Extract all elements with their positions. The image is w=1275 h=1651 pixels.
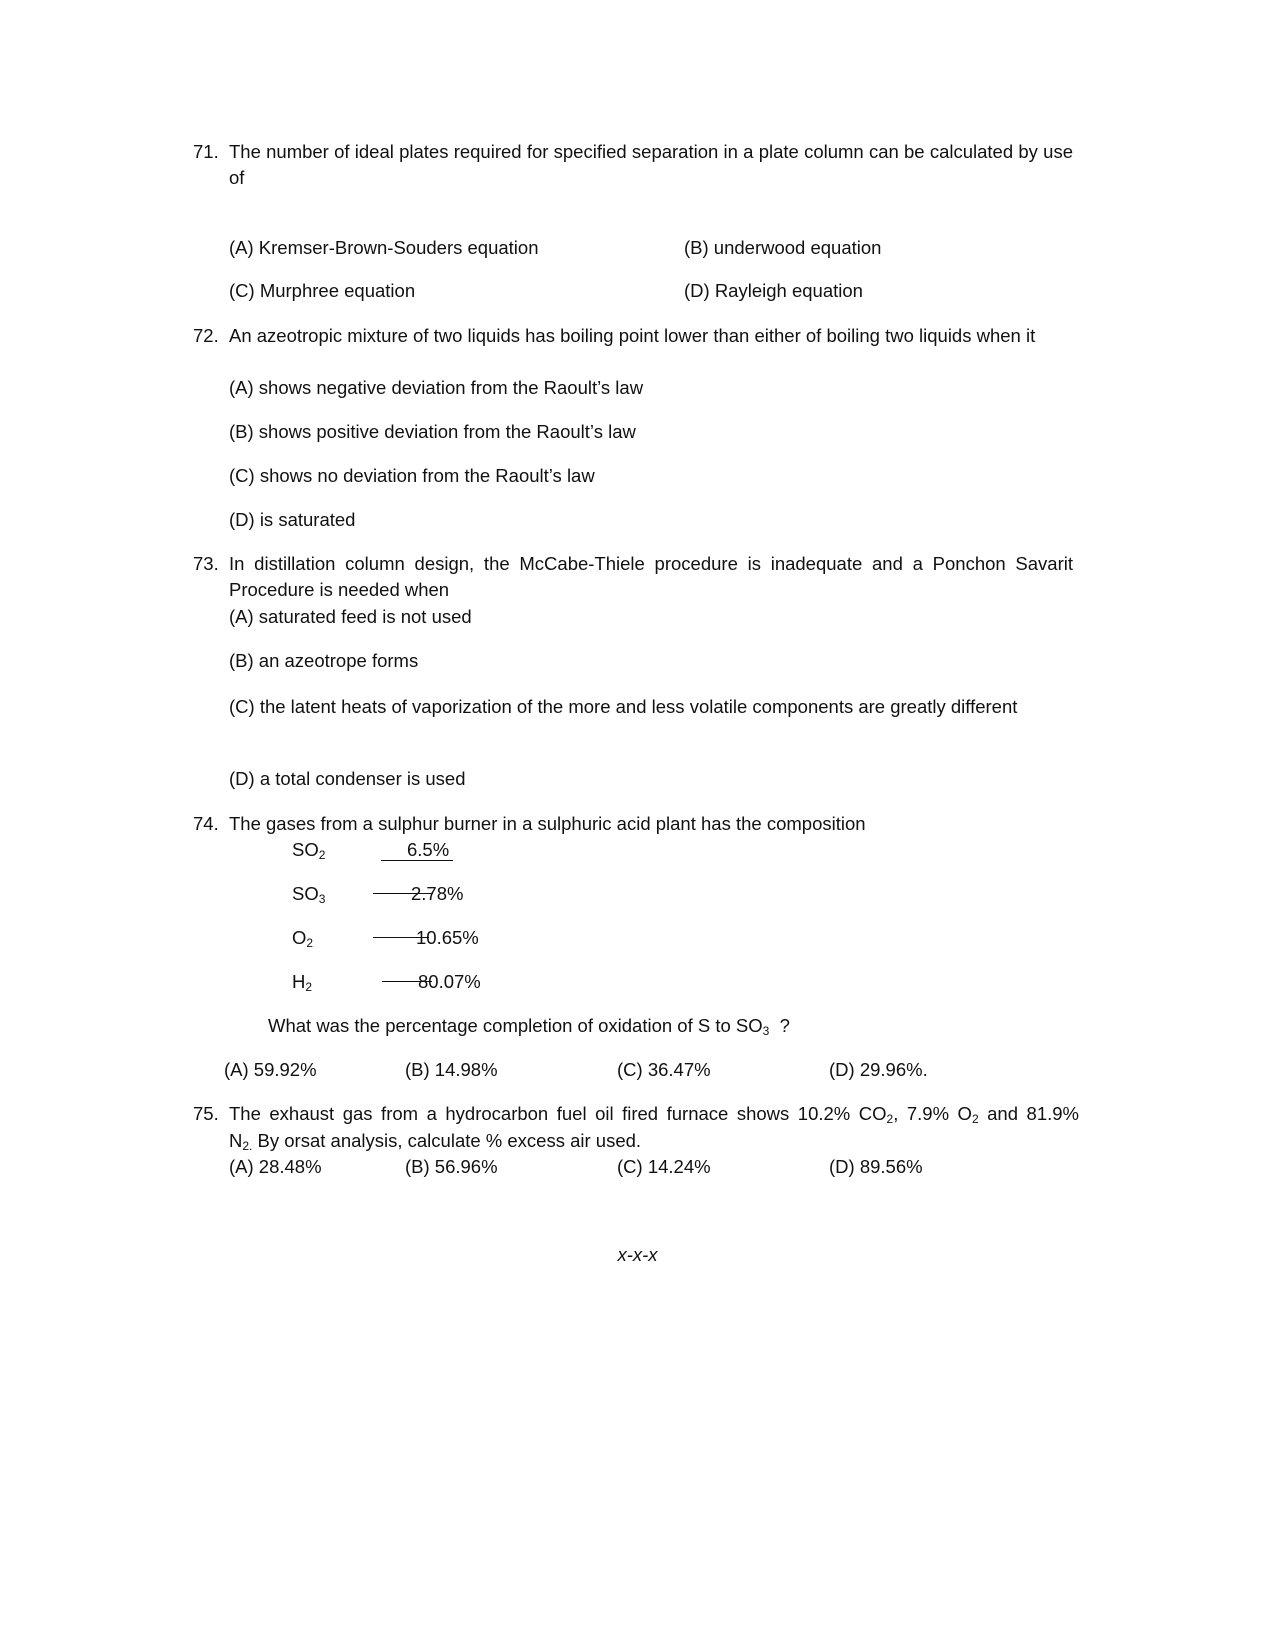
question-number: 72. (193, 325, 219, 346)
question-72 (193, 323, 1073, 349)
option-b: (B) 56.96% (405, 1156, 498, 1177)
gas-so2: $SO_2$ (292, 839, 326, 862)
option-c: (C) the latent heats of vaporization of the more and less volatile components are greatly different (229, 696, 1018, 717)
question-text: An azeotropic mixture of two liquids has boiling point lower than either of boiling two liquids when it (229, 325, 1036, 346)
option-a: (A) 59.92% (224, 1059, 317, 1080)
option-c: (C) shows no deviation from the Raoult’s law (229, 465, 595, 486)
option-b: (B) underwood equation (684, 237, 882, 258)
option-a: (A) Kremser-Brown-Souders equation (229, 237, 539, 258)
option-d: (D) 89.56% (829, 1156, 923, 1177)
question-text-line1: The exhaust gas from a hydrocarbon fuel oil fired furnace shows 10.2% $CO_2$, 7.9% $O_2$ and 81.9% (229, 1103, 1079, 1126)
gas-so3: $SO_3$ (292, 883, 326, 906)
option-a: (A) 28.48% (229, 1156, 322, 1177)
question-text: The number of ideal plates required for specified separation in a plate column can be calculated by use of (229, 141, 1073, 188)
question-number: 73. (193, 553, 219, 574)
question-text: In distillation column design, the McCabe-Thiele procedure is inadequate and a Ponchon Savarit Procedure is needed when (229, 553, 1073, 600)
question-71 (193, 139, 1073, 191)
option-b: (B) 14.98% (405, 1059, 498, 1080)
option-c: (C) 36.47% (617, 1059, 711, 1080)
end-marker: x-x-x (617, 1244, 658, 1265)
gas-h2: $H_2$ (292, 971, 313, 994)
gas-value: 6.5% (407, 839, 450, 860)
option-a: (A) saturated feed is not used (229, 606, 472, 627)
question-number: 75. (193, 1103, 219, 1124)
option-b: (B) shows positive deviation from the Raoult’s law (229, 421, 636, 442)
option-d: (D) 29.96%. (829, 1059, 928, 1080)
sub-question: What was the percentage completion of oxidation of S to $SO_3$ ? (268, 1015, 790, 1038)
option-d: (D) is saturated (229, 509, 356, 530)
gas-value: 10.65% (416, 927, 479, 948)
option-c: (C) Murphree equation (229, 280, 416, 301)
option-a: (A) shows negative deviation from the Raoult’s law (229, 377, 644, 398)
question-text: The gases from a sulphur burner in a sulphuric acid plant has the composition (229, 813, 866, 834)
question-number: 71. (193, 141, 219, 162)
gas-value: 80.07% (418, 971, 481, 992)
question-73 (193, 551, 1073, 603)
question-74 (193, 811, 1073, 837)
option-d: (D) Rayleigh equation (684, 280, 863, 301)
option-d: (D) a total condenser is used (229, 768, 466, 789)
question-number: 74. (193, 813, 219, 834)
option-c: (C) 14.24% (617, 1156, 711, 1177)
gas-o2: $O_2$ (292, 927, 314, 950)
option-b: (B) an azeotrope forms (229, 650, 419, 671)
question-text-line2: $N_{2.}$ By orsat analysis, calculate % excess air used. (229, 1130, 642, 1153)
gas-value: 2.78% (411, 883, 464, 904)
